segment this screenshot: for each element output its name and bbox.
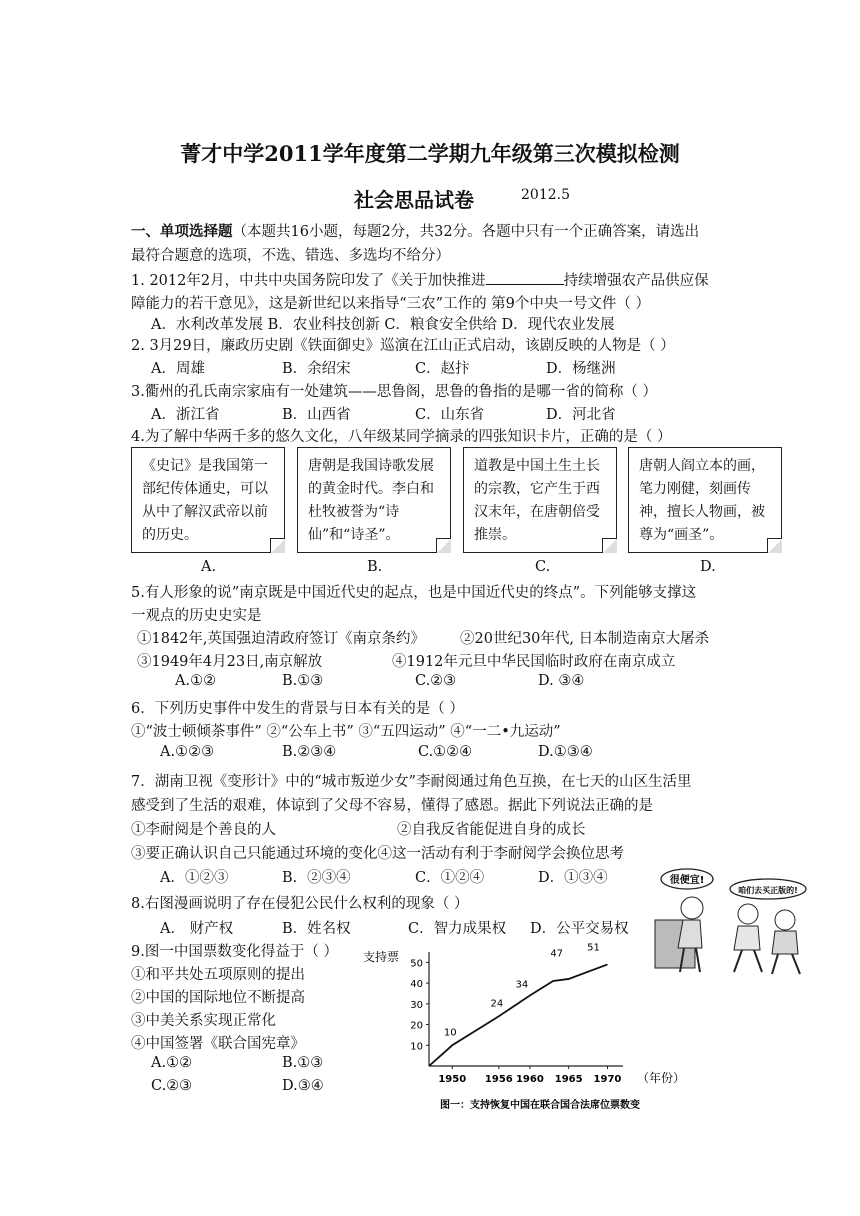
q6-option-b: B.②③④ (282, 744, 337, 760)
q5-item-2: ②20世纪30年代, 日本制造南京大屠杀 (460, 631, 710, 647)
q2-stem: 2. 3月29日，廉政历史剧《铁面御史》巡演在江山正式启动，该剧反映的人物是（ ） (131, 338, 675, 354)
q8-option-c: C．智力成果权 (408, 921, 507, 937)
q3-option-d: D．河北省 (546, 407, 616, 423)
q9-item-4: ④中国签署《联合国宪章》 (131, 1036, 305, 1052)
q1-text-b: 持续增强农产品供应保 (563, 273, 709, 289)
q6-option-a: A.①②③ (160, 744, 215, 760)
q7-item-2: ②自我反省能促进自身的成长 (397, 822, 586, 838)
y-tick-label: 50 (410, 958, 423, 970)
section-instructions (131, 220, 699, 241)
x-tick-label: 1950 (438, 1074, 467, 1085)
card-label-c: C. (535, 559, 551, 575)
q5-option-a: A.①② (175, 673, 217, 689)
q5-line-1: 5.有人形象的说”南京既是中国近代史的起点，也是中国近代史的终点”。下列能够支撑这 (131, 585, 697, 601)
q8-option-b: B．姓名权 (282, 921, 351, 937)
q7-line-1: 7．湖南卫视《变形计》中的“城市叛逆少女”李耐阅通过角色互换，在七天的山区生活里 (131, 774, 692, 790)
q7-item-3: ③要正确认识自己只能通过环境的变化④这一活动有利于李耐阅学会换位思考 (131, 846, 624, 862)
y-tick-label: 10 (410, 1041, 423, 1053)
q9-option-c: C.②③ (151, 1078, 193, 1094)
card-label-a: A. (201, 559, 217, 575)
q3-option-b: B．山西省 (282, 407, 351, 423)
q3-option-a: A．浙江省 (151, 407, 220, 423)
q8-option-d: D．公平交易权 (530, 921, 629, 937)
card-label-d: D. (700, 559, 716, 575)
chart-data-label: 10 (443, 1027, 457, 1039)
q1-line-1 (131, 269, 709, 290)
q4-stem: 4.为了解中华两千多的悠久文化，八年级某同学摘录的四张知识卡片，正确的是（ ） (131, 429, 672, 445)
q3-stem: 3.衢州的孔氏南宗家庙有一处建筑——思鲁阁，思鲁的鲁指的是哪一省的简称（ ） (131, 384, 657, 400)
q5-option-b: B.①③ (282, 673, 324, 689)
chart-x-axis-label: （年份） (637, 1071, 686, 1085)
q9-item-3: ③中美关系实现正常化 (131, 1013, 276, 1029)
knowledge-card-a: 《史记》是我国第一部纪传体通史，可以从中了解汉武帝以前的历史。 (131, 447, 285, 553)
q6-option-c: C.①②④ (418, 744, 473, 760)
q9-option-d: D.③④ (282, 1078, 324, 1094)
q7-option-c: C．①②④ (415, 870, 485, 886)
x-tick-label: 1970 (593, 1074, 622, 1085)
q1-blank (486, 270, 564, 285)
q1-text-a: 1. 2012年2月，中共中央国务院印发了《关于加快推进 (131, 273, 486, 289)
q5-option-c: C.②③ (415, 673, 457, 689)
q5-item-4: ④1912年元旦中华民国临时政府在南京成立 (392, 654, 676, 670)
x-tick-label: 1965 (554, 1074, 583, 1085)
q3-option-c: C．山东省 (415, 407, 485, 423)
chart-data-label: 51 (587, 942, 600, 954)
section-heading: 一、单项选择题 (131, 223, 233, 240)
instructions-line-2: 最符合题意的选项，不选、错选、多选均不给分） (131, 248, 450, 264)
chart-y-axis-label: 支持票 (363, 950, 400, 964)
q1-line-2: 障能力的若干意见》，这是新世纪以来指导“三农”工作的 第9个中央一号文件（ ） (131, 296, 651, 312)
q7-option-d: D．①③④ (538, 870, 608, 886)
instructions-line-1: （本题共16小题，每题2分，共32分。各题中只有一个正确答案，请选出 (232, 224, 700, 240)
y-tick-label: 40 (410, 979, 423, 991)
q7-line-2: 感受到了生活的艰难，体谅到了父母不容易，懂得了感恩。据此下列说法正确的是 (131, 798, 653, 814)
q2-option-c: C．赵抃 (415, 361, 470, 377)
chart-data-label: 34 (515, 979, 529, 991)
vote-line-chart (355, 942, 715, 1112)
chart-caption: 图一：支持恢复中国在联合国合法席位票数变 (440, 1100, 640, 1111)
q8-stem: 8.右图漫画说明了存在侵犯公民什么权利的现象（ ） (131, 896, 469, 912)
q2-option-b: B．余绍宋 (282, 361, 351, 377)
card-label-b: B. (367, 559, 383, 575)
q9-item-1: ①和平共处五项原则的提出 (131, 967, 305, 983)
y-tick-label: 30 (410, 999, 423, 1011)
q5-line-2: 一观点的历史史实是 (131, 608, 262, 624)
q7-option-b: B．②③④ (282, 870, 351, 886)
q1-options: A．水利改革发展 B．农业科技创新 C．粮食安全供给 D．现代农业发展 (151, 317, 615, 333)
chart-data-label: 47 (550, 948, 564, 960)
x-tick-label: 1960 (515, 1074, 544, 1085)
q2-option-d: D．杨继洲 (546, 361, 616, 377)
q6-stem: 6．下列历史事件中发生的背景与日本有关的是（ ） (131, 701, 464, 717)
q9-option-b: B.①③ (282, 1055, 324, 1071)
cartoon-bubble-1: 很便宜! (669, 875, 705, 886)
q9-stem: 9.图一中国票数变化得益于（ ） (131, 944, 338, 960)
y-tick-label: 20 (410, 1020, 423, 1032)
q5-item-1: ①1842年,英国强迫清政府签订《南京条约》 (137, 631, 426, 647)
q7-option-a: A．①②③ (160, 870, 229, 886)
q6-option-d: D.①③④ (538, 744, 593, 760)
x-tick-label: 1956 (484, 1074, 513, 1085)
q9-option-a: A.①② (151, 1055, 193, 1071)
cartoon-bubble-2: 咱们去买正版的! (738, 886, 798, 895)
q8-option-a: A． 财产权 (160, 921, 234, 937)
exam-date: 2012.5 (521, 187, 570, 203)
q5-option-d: D. ③④ (538, 673, 585, 689)
q2-option-a: A．周雄 (151, 361, 205, 377)
knowledge-card-c: 道教是中国土生土长的宗教，它产生于西汉末年，在唐朝倍受推崇。 (463, 447, 617, 553)
q7-item-1: ①李耐阅是个善良的人 (131, 822, 276, 838)
knowledge-card-b: 唐朝是我国诗歌发展的黄金时代。李白和杜牧被誉为“诗仙”和“诗圣”。 (297, 447, 451, 553)
q5-item-3: ③1949年4月23日,南京解放 (137, 654, 323, 670)
exam-subtitle: 社会思品试卷 (354, 188, 474, 212)
exam-title: 菁才中学2011学年度第二学期九年级第三次模拟检测 (180, 141, 680, 166)
chart-data-label: 24 (490, 998, 504, 1010)
knowledge-card-d: 唐朝人阎立本的画，笔力刚健，刻画传神，擅长人物画，被尊为“画圣”。 (628, 447, 782, 553)
q9-item-2: ②中国的国际地位不断提高 (131, 990, 305, 1006)
q6-items: ①“波士顿倾茶事件” ②“公车上书” ③“五四运动” ④“一二•九运动” (131, 724, 561, 740)
